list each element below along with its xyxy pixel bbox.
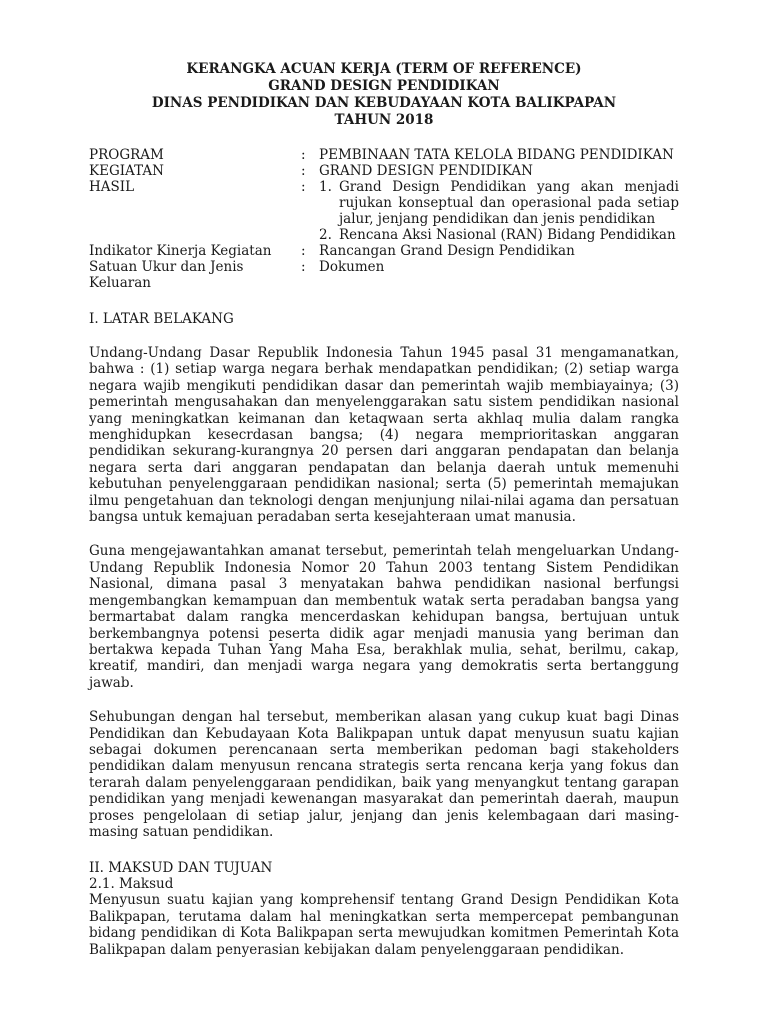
meta-label: Satuan Ukur dan Jenis Keluaran — [89, 259, 244, 291]
hasil-text: Grand Design Pendidikan yang akan menjadi rujukan konseptual dan operasional pada setiap jalur, jenjang pendidikan dan jenis pendidikan — [339, 179, 679, 227]
paragraph: Menyusun suatu kajian yang komprehensif tentang Grand Design Pendidikan Kota Balikpapan, terutama dalam hal meningkatkan serta mempercepat pembangunan bidang pendidikan di Kota Balikpapan serta mewujudkan komitmen Pemerintah Kota Balikpapan dalam penyerasian kebijakan dalam penyelenggaraan pendidikan. — [89, 892, 679, 958]
meta-value: Dokumen — [319, 259, 385, 275]
meta-row-hasil — [89, 179, 679, 243]
meta-row-satuan — [89, 259, 679, 291]
meta-row-program — [89, 147, 679, 163]
hasil-number: 2. — [319, 227, 332, 243]
hasil-text: Rencana Aksi Nasional (RAN) Bidang Pendidikan — [339, 227, 676, 243]
paragraph: Guna mengejawantahkan amanat tersebut, pemerintah telah mengeluarkan Undang-Undang Republik Indonesia Nomor 20 Tahun 2003 tentang Sistem Pendidikan Nasional, dimana pasal 3 menyatakan bahwa pendidikan nasional berfungsi mengembangkan kemampuan dan membentuk watak serta peradaban bangsa yang bermartabat dalam rangka mencerdaskan kehidupan bangsa, bertujuan untuk berkembangnya potensi peserta didik agar menjadi manusia yang beriman dan bertakwa kepada Tuhan Yang Maha Esa, berakhlak mulia, sehat, berilmu, cakap, kreatif, mandiri, dan menjadi warga negara yang demokratis serta bertanggung jawab. — [89, 543, 679, 691]
meta-colon: : — [301, 147, 306, 163]
paragraph: Sehubungan dengan hal tersebut, memberikan alasan yang cukup kuat bagi Dinas Pendidikan dan Kebudayaan Kota Balikpapan untuk dapat menyusun suatu kajian sebagai dokumen perencanaan serta memberikan pedoman bagi stakeholders pendidikan dalam menyusun rencana strategis serta rencana kerja yang fokus dan terarah dalam penyelenggaraan pendidikan, baik yang menyangkut tentang garapan pendidikan yang menjadi kewenangan masyarakat dan pemerintah daerah, maupun proses pengelolaan di setiap jalur, jenjang dan jenis kelembagaan dari masing-masing satuan pendidikan. — [89, 709, 679, 840]
meta-value: GRAND DESIGN PENDIDIKAN — [319, 163, 533, 179]
subsection-heading-maksud: 2.1. Maksud — [89, 876, 174, 893]
document-title — [89, 61, 679, 129]
hasil-item — [319, 179, 679, 227]
document-page — [89, 61, 679, 958]
hasil-list — [319, 179, 679, 243]
meta-label: Indikator Kinerja Kegiatan — [89, 243, 272, 259]
title-line-3: DINAS PENDIDIKAN DAN KEBUDAYAAN KOTA BALIKPAPAN — [151, 95, 617, 111]
title-line-4: TAHUN 2018 — [334, 112, 434, 128]
meta-table — [89, 147, 679, 291]
meta-value: PEMBINAAN TATA KELOLA BIDANG PENDIDIKAN — [319, 147, 674, 163]
meta-value: Rancangan Grand Design Pendidikan — [319, 243, 575, 259]
section-heading-latar-belakang: I. LATAR BELAKANG — [89, 311, 234, 327]
paragraph: Undang-Undang Dasar Republik Indonesia Tahun 1945 pasal 31 mengamanatkan, bahwa : (1) setiap warga negara berhak mendapatkan pendidikan; (2) setiap warga negara wajib mengikuti pendidikan dasar dan pemerintah wajib membiayainya; (3) pemerintah mengusahakan dan menyelenggarakan satu sistem pendidikan nasional yang meningkatkan keimanan dan ketaqwaan serta akhlaq mulia dalam rangka menghidupkan kesecrdasan bangsa; (4) negara memprioritaskan anggaran pendidikan sekurang-kurangnya 20 persen dari anggaran pendapatan dan belanja negara serta dari anggaran pendapatan dan belanja daerah untuk memenuhi kebutuhan penyelenggaraan pendidikan nasional; serta (5) pemerintah memajukan ilmu pengetahuan dan teknologi dengan menjunjung nilai-nilai agama dan persatuan bangsa untuk kemajuan peradaban serta kesejahteraan umat manusia. — [89, 345, 679, 526]
meta-colon: : — [301, 259, 306, 275]
meta-label: KEGIATAN — [89, 163, 164, 179]
meta-label: HASIL — [89, 179, 135, 195]
meta-label: PROGRAM — [89, 147, 164, 163]
title-line-1: KERANGKA ACUAN KERJA (TERM OF REFERENCE) — [186, 61, 582, 77]
meta-colon: : — [301, 243, 306, 259]
hasil-number: 1. — [319, 179, 332, 195]
title-line-2: GRAND DESIGN PENDIDIKAN — [268, 78, 500, 94]
meta-colon: : — [301, 179, 306, 195]
meta-row-kegiatan — [89, 163, 679, 179]
meta-colon: : — [301, 163, 306, 179]
section-heading-maksud-tujuan: II. MAKSUD DAN TUJUAN — [89, 860, 273, 877]
meta-row-indikator — [89, 243, 679, 259]
hasil-item — [319, 227, 679, 243]
